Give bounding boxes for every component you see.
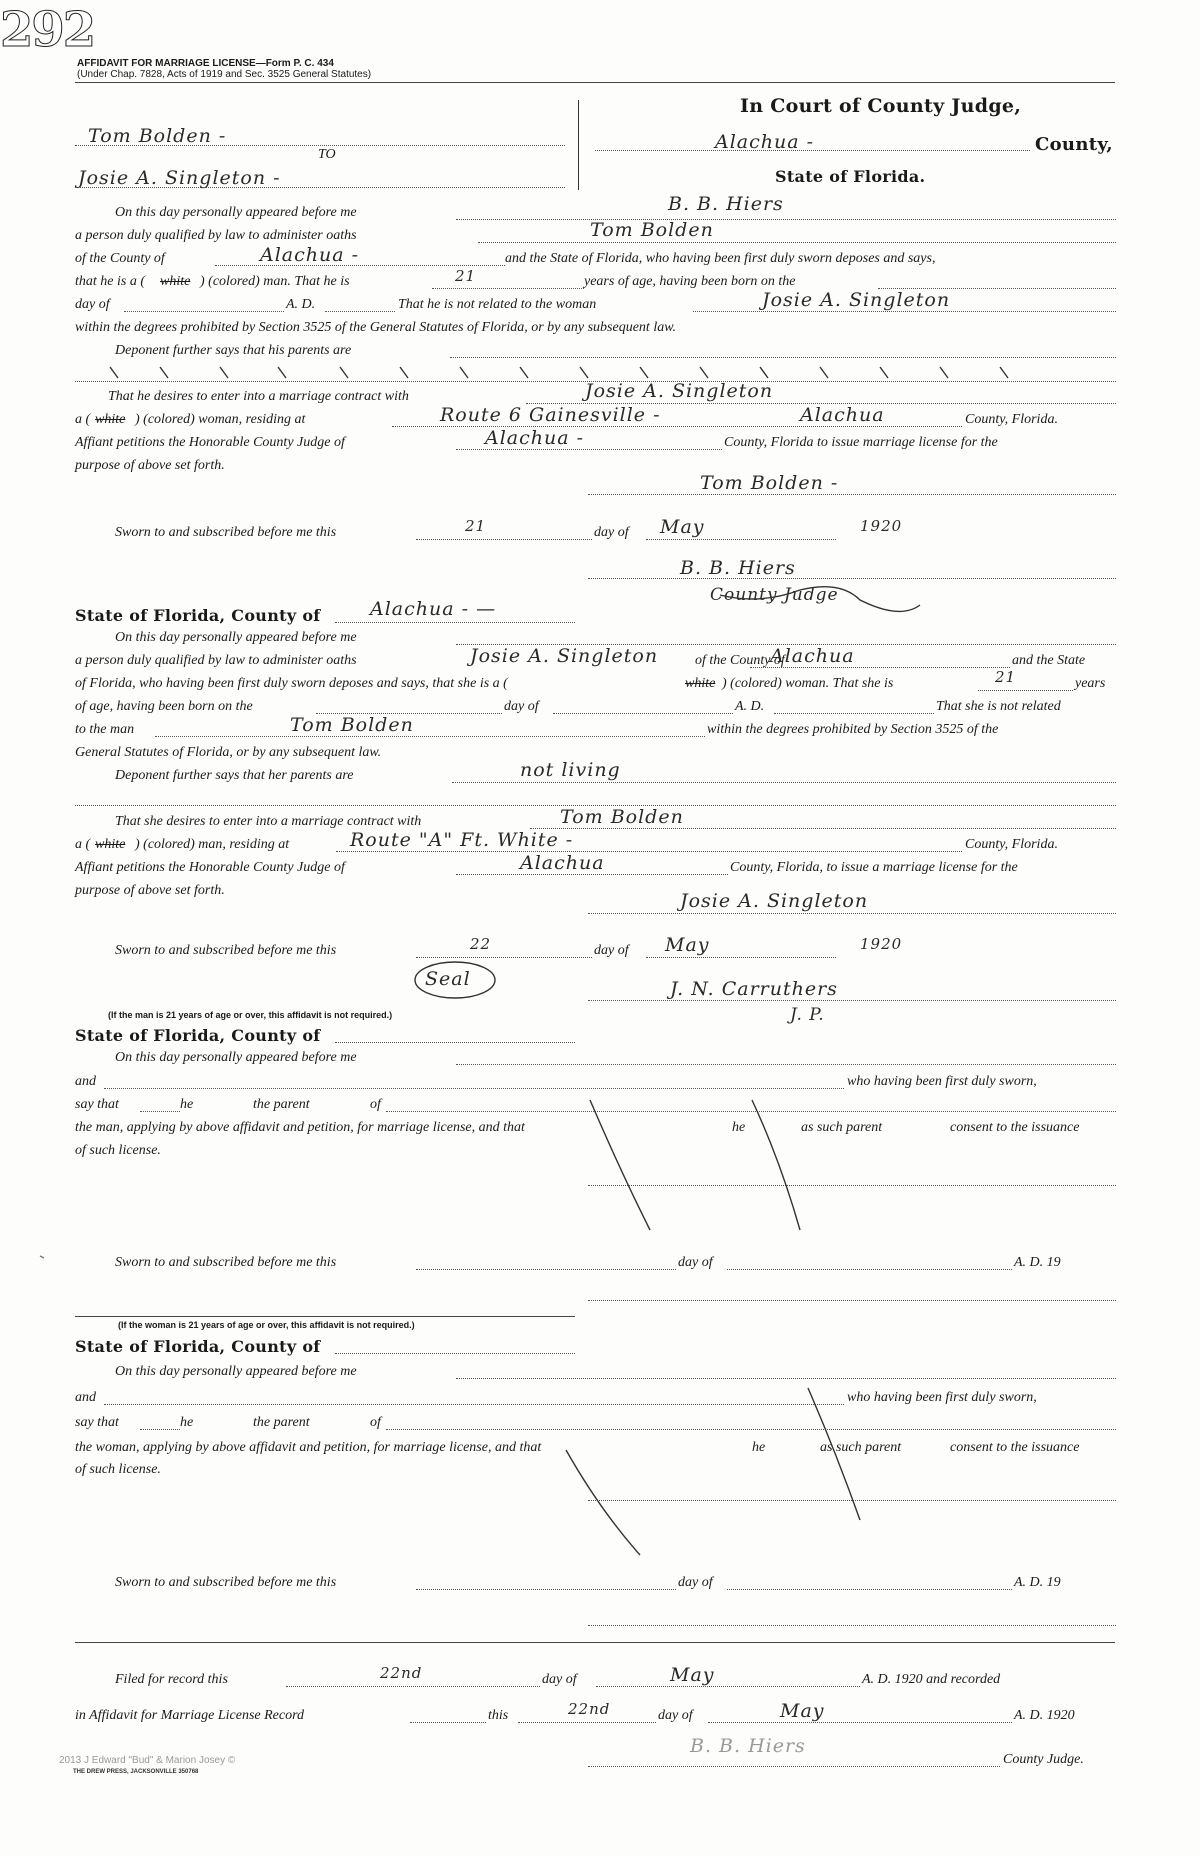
s1-county: Alachua - (260, 244, 360, 266)
filing-line2b: this (488, 1708, 509, 1723)
s2-jp-signature: J. N. Carruthers (670, 978, 838, 1000)
s2-sworn-b: day of (594, 943, 629, 958)
s1-affiant: Tom Bolden (590, 219, 714, 241)
s1-residing-county: Alachua (800, 404, 885, 426)
filing-month1: May (670, 1664, 715, 1686)
s1-line5a: day of (75, 297, 110, 312)
s4-sworn-a: Sworn to and subscribed before me this (115, 1575, 337, 1590)
s2-county2: Alachua (770, 645, 855, 667)
s4-note: (If the woman is 21 years of age or over, this affidavit is not required.) (118, 1320, 415, 1330)
filing-line2d: A. D. 1920 (1014, 1708, 1075, 1723)
s2-line9b: ) (colored) man, residing at (135, 837, 290, 852)
s1-line5b: A. D. (286, 297, 316, 312)
bride-name: Josie A. Singleton - (78, 167, 281, 189)
s2-line7: Deponent further says that her parents are (115, 768, 354, 783)
s2-petition-county: Alachua (520, 852, 605, 874)
s4-line2b: who having been first duly sworn, (847, 1390, 1037, 1405)
s1-white-struck-2: white (95, 412, 126, 427)
s1-line9c: County, Florida. (965, 412, 1058, 427)
to-label: TO (318, 147, 336, 162)
form-subtitle: (Under Chap. 7828, Acts of 1919 and Sec. 3525 General Statutes) (77, 69, 372, 80)
s4-line4c: consent to the issuance (950, 1440, 1080, 1455)
s4-he: he (180, 1415, 194, 1430)
s1-sworn-year: 1920 (860, 517, 903, 535)
s3-he: he (180, 1097, 194, 1112)
s2-sworn-year: 1920 (860, 935, 903, 953)
filing-month2: May (780, 1700, 825, 1722)
printer-text: THE DREW PRESS, JACKSONVILLE 350768 (73, 1769, 199, 1775)
parents-slashes (110, 367, 1008, 378)
s1-line9b: ) (colored) woman, residing at (135, 412, 306, 427)
judge-underline (720, 587, 920, 612)
s4-cross-stroke-2 (566, 1450, 640, 1555)
s2-contract-with: Tom Bolden (560, 806, 684, 828)
s3-line4c: consent to the issuance (950, 1120, 1080, 1135)
s1-line10a: Affiant petitions the Honorable County Judge of (75, 435, 345, 450)
s2-white-struck-2: white (95, 837, 126, 852)
s4-cross-stroke-1 (808, 1388, 860, 1520)
court-heading: In Court of County Judge, (740, 95, 1022, 117)
s1-line5c: That he is not related to the woman (398, 297, 597, 312)
s3-line2a: and (75, 1074, 96, 1089)
s3-line2b: who having been first duly sworn, (847, 1074, 1037, 1089)
s1-line8: That he desires to enter into a marriage contract with (108, 389, 409, 404)
s4-line4b: as such parent (820, 1440, 902, 1455)
s1-signature: Tom Bolden - (700, 472, 839, 494)
s3-cross-stroke-1 (752, 1100, 800, 1230)
filing-line1b: day of (542, 1672, 577, 1687)
s3-sworn-a: Sworn to and subscribed before me this (115, 1255, 337, 1270)
s3-line3a: say that (75, 1097, 119, 1112)
s1-line4c: years of age, having been born on the (584, 274, 796, 289)
s2-line9a: a ( (75, 837, 91, 852)
s2-line6: General Statutes of Florida, or by any subsequent law. (75, 745, 382, 760)
filing-day2: 22nd (568, 1700, 611, 1718)
s1-sworn-b: day of (594, 525, 629, 540)
s2-line10a: Affiant petitions the Honorable County Judge of (75, 860, 345, 875)
s2-line5b: within the degrees prohibited by Section 3525 of the (707, 722, 999, 737)
s4-line5: of such license. (75, 1462, 161, 1477)
s4-line4a: the woman, applying by above affidavit and petition, for marriage license, and that (75, 1440, 542, 1455)
s1-white-struck: white (160, 274, 191, 289)
s3-line4b: as such parent (801, 1120, 883, 1135)
s1-line11: purpose of above set forth. (75, 458, 225, 473)
s2-county: Alachua - — (370, 598, 497, 620)
s2-parents: not living (520, 759, 621, 781)
s4-heading: State of Florida, County of (75, 1337, 321, 1356)
filing-judge-label: County Judge. (1003, 1752, 1084, 1767)
s2-white-struck: white (685, 676, 716, 691)
page-number: 292 (0, 2, 95, 58)
s2-line3a: of Florida, who having been first duly sworn deposes and says, that she is a ( (75, 676, 508, 691)
s1-line3b: and the State of Florida, who having been first duly sworn deposes and says, (505, 251, 936, 266)
s4-line3c: of (370, 1415, 381, 1430)
s2-seal: Seal (425, 968, 471, 990)
s2-line3c: years (1075, 676, 1106, 691)
groom-name: Tom Bolden - (88, 125, 227, 147)
s3-line1: On this day personally appeared before me (115, 1050, 357, 1065)
s3-sworn-b: day of (678, 1255, 713, 1270)
s4-line2a: and (75, 1390, 96, 1405)
s2-line9c: County, Florida. (965, 837, 1058, 852)
s1-line2: a person duly qualified by law to administer oaths (75, 228, 357, 243)
filing-line1c: A. D. 1920 and recorded (862, 1672, 1001, 1687)
s2-line11: purpose of above set forth. (75, 883, 225, 898)
s1-sworn-day: 21 (465, 517, 487, 535)
s1-judge-sig-1: B. B. Hiers (680, 557, 796, 579)
s2-line4a: of age, having been born on the (75, 699, 253, 714)
s1-age: 21 (455, 267, 477, 285)
s4-line1: On this day personally appeared before me (115, 1364, 357, 1379)
s2-line4b: day of (504, 699, 539, 714)
s2-man: Tom Bolden (290, 714, 414, 736)
s2-name: Josie A. Singleton (470, 645, 659, 667)
copyright-text: 2013 J Edward "Bud" & Marion Josey © (59, 1755, 236, 1766)
s1-sworn-a: Sworn to and subscribed before me this (115, 525, 337, 540)
s2-line2b: of the County of (695, 653, 785, 668)
s3-line3c: of (370, 1097, 381, 1112)
s2-line3b: ) (colored) woman. That she is (722, 676, 894, 691)
s2-line2c: and the State (1012, 653, 1086, 668)
filing-line1a: Filed for record this (115, 1672, 228, 1687)
s1-line9a: a ( (75, 412, 91, 427)
s1-line7: Deponent further says that his parents are (115, 343, 352, 358)
s4-sworn-c: A. D. 19 (1014, 1575, 1061, 1590)
s2-line4c: A. D. (735, 699, 765, 714)
s1-judge-sig-2: County Judge (710, 585, 839, 605)
s3-he-2: he (732, 1120, 746, 1135)
s2-age: 21 (995, 668, 1017, 686)
filing-line2c: day of (658, 1708, 693, 1723)
filing-judge-signature: B. B. Hiers (690, 1735, 806, 1757)
s1-residing: Route 6 Gainesville - (440, 404, 661, 426)
form-title: AFFIDAVIT FOR MARRIAGE LICENSE—Form P. C. 434 (77, 58, 334, 69)
filing-line2a: in Affidavit for Marriage License Record (75, 1708, 305, 1723)
s3-sworn-c: A. D. 19 (1014, 1255, 1061, 1270)
s2-line8: That she desires to enter into a marriage contract with (115, 814, 422, 829)
s1-line1: On this day personally appeared before me (115, 205, 357, 220)
court-state-label: State of Florida. (775, 167, 926, 186)
s2-line2a: a person duly qualified by law to administer oaths (75, 653, 357, 668)
s4-he-2: he (752, 1440, 766, 1455)
s1-line3a: of the County of (75, 251, 165, 266)
court-county-value: Alachua - (715, 131, 815, 153)
s2-line5a: to the man (75, 722, 135, 737)
s2-sworn-a: Sworn to and subscribed before me this (115, 943, 337, 958)
s2-sworn-day: 22 (470, 935, 492, 953)
s1-line10b: County, Florida to issue marriage license for the (724, 435, 998, 450)
s3-line3b: the parent (253, 1097, 310, 1112)
s1-line4b: ) (colored) man. That he is (200, 274, 350, 289)
s4-sworn-b: day of (678, 1575, 713, 1590)
s3-line5: of such license. (75, 1143, 161, 1158)
s3-note: (If the man is 21 years of age or over, this affidavit is not required.) (108, 1010, 393, 1020)
s1-line4a: that he is a ( (75, 274, 145, 289)
s2-heading: State of Florida, County of (75, 606, 321, 625)
s2-jp: J. P. (790, 1005, 825, 1025)
s1-petition-county: Alachua - (485, 427, 585, 449)
s4-line3a: say that (75, 1415, 119, 1430)
s3-line4a: the man, applying by above affidavit and petition, for marriage license, and that (75, 1120, 525, 1135)
s2-line1: On this day personally appeared before me (115, 630, 357, 645)
s1-contract-with: Josie A. Singleton (585, 380, 774, 402)
s3-heading: State of Florida, County of (75, 1026, 321, 1045)
s1-woman: Josie A. Singleton (762, 289, 951, 311)
s1-officer: B. B. Hiers (668, 193, 784, 215)
s1-sworn-month: May (660, 516, 705, 538)
s2-sworn-month: May (665, 934, 710, 956)
filing-day1: 22nd (380, 1664, 423, 1682)
s4-line3b: the parent (253, 1415, 310, 1430)
s2-signature: Josie A. Singleton (680, 890, 869, 912)
s1-line6: within the degrees prohibited by Section 3525 of the General Statutes of Florida, or by any subsequent law. (75, 320, 677, 335)
s2-line4d: That she is not related (936, 699, 1061, 714)
s2-line10b: County, Florida, to issue a marriage license for the (730, 860, 1018, 875)
s2-residing: Route "A" Ft. White - (350, 829, 574, 851)
s3-cross-stroke-2 (590, 1100, 650, 1230)
court-county-label: County, (1035, 134, 1113, 155)
seal-outline (415, 962, 495, 998)
